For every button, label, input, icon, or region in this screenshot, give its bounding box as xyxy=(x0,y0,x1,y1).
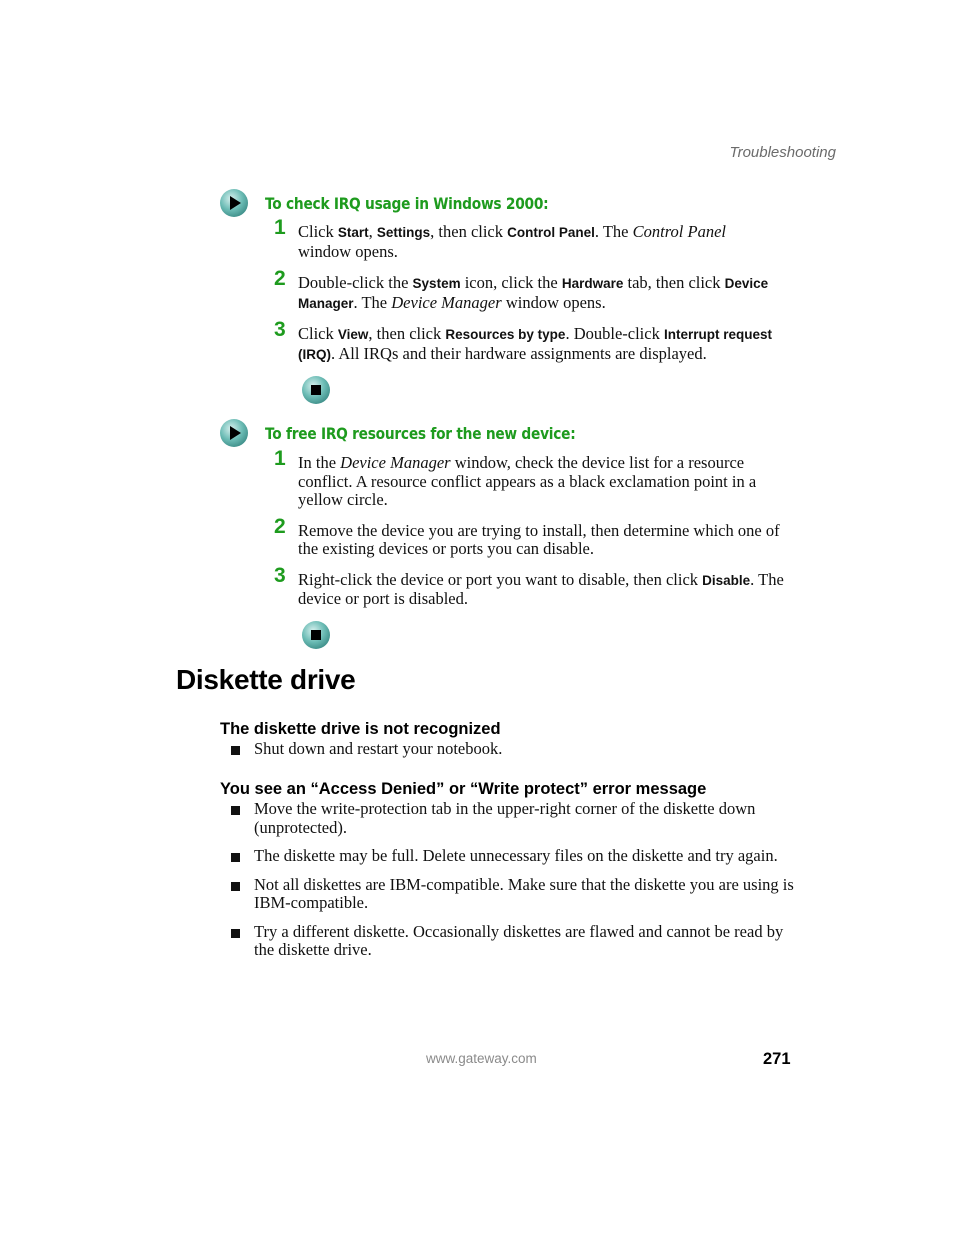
stop-icon xyxy=(302,376,330,404)
running-head: Troubleshooting xyxy=(729,144,836,161)
list-item: Move the write-protection tab in the upper-right corner of the diskette down (unprotected). xyxy=(220,800,795,837)
ui-label: Disable xyxy=(702,572,751,588)
window-name: Control Panel xyxy=(632,222,726,241)
ui-label: Control Panel xyxy=(507,225,595,240)
step xyxy=(274,267,772,313)
step-number: 3 xyxy=(274,563,286,587)
window-name: Device Manager xyxy=(340,453,451,472)
ui-label: Start xyxy=(337,225,369,240)
step-text: Click xyxy=(298,324,338,343)
ui-label: Hardware xyxy=(561,276,624,291)
step-text: Right-click the device or port you want to disable, then click xyxy=(298,569,703,589)
procedure-title: To check IRQ usage in Windows 2000: xyxy=(265,193,549,213)
footer-url[interactable]: www.gateway.com xyxy=(426,1051,537,1066)
step-text: . The xyxy=(594,222,633,241)
step xyxy=(274,514,790,559)
step-text: icon, click the xyxy=(460,273,562,292)
subsection-heading: You see an “Access Denied” or “Write protect” error message xyxy=(220,780,707,798)
step xyxy=(274,318,794,364)
ui-label: Resources by type xyxy=(445,327,566,342)
procedure-heading xyxy=(220,418,800,448)
step-text: Double-click the xyxy=(298,273,413,292)
play-arrow-icon xyxy=(220,419,248,447)
step-text: window, check the device list for a resource conflict. A resource conflict appears as a black exclamation point in a yellow circle. xyxy=(298,453,757,509)
step xyxy=(274,216,762,261)
list-item: The diskette may be full. Delete unnecessary files on the diskette and try again. xyxy=(220,847,795,866)
step-text: , xyxy=(368,222,377,241)
step-text: In the xyxy=(298,453,341,472)
step-text: window opens. xyxy=(298,241,398,261)
window-name: Device Manager xyxy=(391,292,502,312)
step xyxy=(274,447,790,510)
step xyxy=(274,563,792,609)
step-text: . The xyxy=(353,292,392,312)
ui-label: Interrupt request (IRQ) xyxy=(298,327,772,362)
step-number: 2 xyxy=(274,267,286,290)
step-number: 1 xyxy=(274,447,286,470)
ui-label: System xyxy=(412,276,461,291)
step-text: Click xyxy=(298,222,338,241)
play-arrow-icon xyxy=(220,189,248,217)
list-item: Shut down and restart your notebook. xyxy=(220,740,795,759)
list-item: Try a different diskette. Occasionally diskettes are flawed and cannot be read by the diskette drive. xyxy=(220,923,795,960)
procedure-heading xyxy=(220,188,800,218)
procedure-free-irq xyxy=(220,418,800,649)
step-number: 2 xyxy=(274,514,286,538)
list-item: Not all diskettes are IBM-compatible. Make sure that the diskette you are using is IBM-compatible. xyxy=(220,876,795,913)
step-text: . All IRQs and their hardware assignments are displayed. xyxy=(331,343,707,363)
step-text: window opens. xyxy=(501,292,606,312)
procedure-check-irq xyxy=(220,188,800,404)
subsection-access-denied xyxy=(220,779,795,960)
step-text: . The device or port is disabled. xyxy=(298,569,784,608)
step-text: tab, then click xyxy=(623,273,725,292)
ui-label: Device Manager xyxy=(298,276,769,311)
step-text: , then click xyxy=(368,324,446,343)
step-text: . Double-click xyxy=(565,324,664,343)
ui-label: Settings xyxy=(376,225,431,240)
step-text: , then click xyxy=(430,222,508,241)
subsection-not-recognized xyxy=(220,719,795,759)
section-title: Diskette drive xyxy=(176,664,356,695)
ui-label: View xyxy=(337,327,369,342)
step-text: Remove the device you are trying to install, then determine which one of the existing devices or ports you can disable. xyxy=(298,520,780,558)
stop-icon xyxy=(302,621,330,649)
subsection-heading: The diskette drive is not recognized xyxy=(220,720,501,738)
procedure-title: To free IRQ resources for the new device: xyxy=(265,423,576,443)
page-number: 271 xyxy=(763,1050,791,1068)
step-number: 3 xyxy=(274,318,286,341)
step-number: 1 xyxy=(274,216,286,239)
